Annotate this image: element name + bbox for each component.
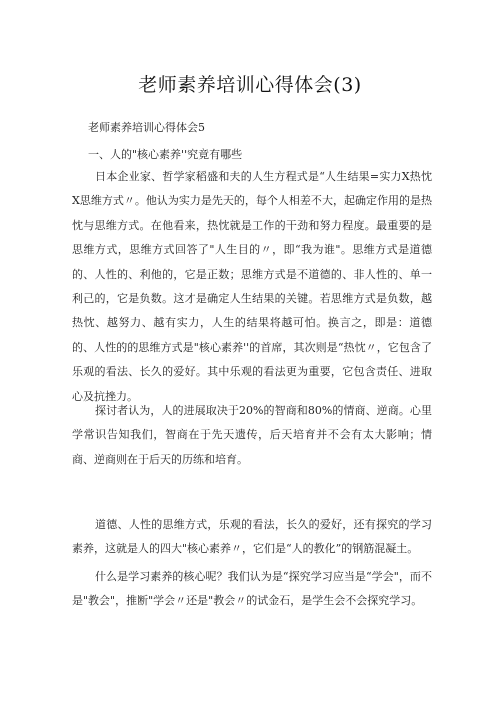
document-subtitle: 老师素养培训心得体会5 [88,121,205,134]
document-title: 老师素养培训心得体会(3) [138,74,362,96]
paragraph: 什么是学习素养的核心呢？我们认为是“探究学习应当是“学会"，而不是"教会"，推断"学会〃还是"教会〃的试金石，是学生会不会探究学习。 [72,570,432,608]
paragraph: 道德、人性的思维方式，乐观的看法，长久的爱好，还有探究的学习素养，这就是人的四大"核心素养〃，它们是“人的教化”的钢筋混凝土。 [72,518,432,556]
section-heading: 一、人的"核心素养''究竟有哪些 [88,148,243,161]
paragraph: 探讨者认为，人的进展取决于20%的智商和80%的情商、逆商。心里学常识告知我们，智商在于先天遗传，后天培育并不会有太大影响；情商、逆商则在于后天的历练和培育。 [72,404,432,466]
paragraph: 日本企业家、哲学家稻盛和夫的人生方程式是“人生结果=实力X热忱X思维方式〃。他认为实力是先天的，每个人相差不大，起确定作用的是热忱与思维方式。在他看来，热忱就是工作的干劲和努力程度。最重要的是思维方式，思维方式回答了"人生目的〃，即“我为谁"。思维方式是道德的、人性的、利他的，它是正数；思维方式是不道德的、非人性的、单一利己的，它是负数。这才是确定人生结果的关键。若思维方式是负数，越热忱、越努力、越有实力，人生的结果将越可怕。换言之，即是：道德的、人性的的思维方式是"核心素养''的首席，其次则是“热忱〃，它包含了乐观的看法、长久的爱好。其中乐观的看法更为重要，它包含责任、进取心及抗挫力。 [72,170,432,403]
